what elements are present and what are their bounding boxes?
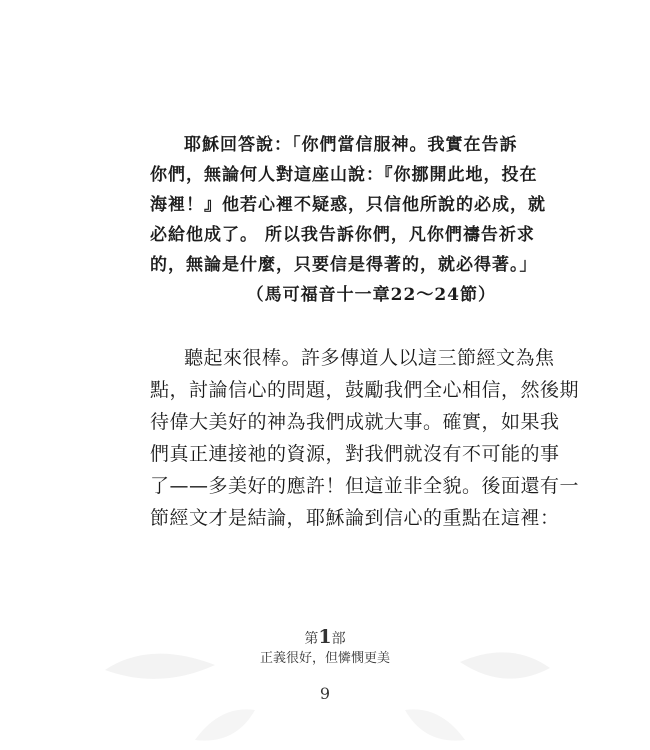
page-number: 9 <box>319 684 331 703</box>
quote-line: 耶穌回答說：「你們當信服神。我實在告訴 <box>184 135 518 155</box>
part-number: 1 <box>318 626 332 648</box>
quote-line: 你們，無論何人對這座山說：『你挪開此地，投在 <box>150 165 538 185</box>
body-paragraph <box>150 342 580 534</box>
decorative-leaf-bottom-right <box>400 700 470 750</box>
paragraph-line: 了——多美好的應許！但這並非全貌。後面還有一 <box>150 475 580 497</box>
scripture-reference: （馬可福音十一章22～24節） <box>246 285 496 305</box>
quote-line: 必給他成了。 所以我告訴你們，凡你們禱告祈求 <box>150 225 535 245</box>
scripture-quote <box>150 130 546 310</box>
part-subtitle: 正義很好，但憐憫更美 <box>259 651 390 666</box>
part-label <box>0 627 650 649</box>
quote-line: 的，無論是什麼，只要信是得著的，就必得著。」 <box>150 255 538 275</box>
paragraph-line: 節經文才是結論，耶穌論到信心的重點在這裡： <box>150 507 560 529</box>
quote-line: 海裡！』他若心裡不疑惑，只信他所說的必成，就 <box>150 195 546 215</box>
page-footer <box>0 627 650 704</box>
paragraph-line: 聽起來很棒。許多傳道人以這三節經文為焦 <box>184 347 555 369</box>
part-prefix: 第 <box>304 631 319 647</box>
paragraph-line: 待偉大美好的神為我們成就大事。確實，如果我 <box>150 411 560 433</box>
decorative-leaf-bottom-left <box>190 700 260 750</box>
part-suffix: 部 <box>331 631 346 647</box>
paragraph-line: 點，討論信心的問題，鼓勵我們全心相信，然後期 <box>150 379 580 401</box>
paragraph-line: 們真正連接祂的資源，對我們就沒有不可能的事 <box>150 443 560 465</box>
